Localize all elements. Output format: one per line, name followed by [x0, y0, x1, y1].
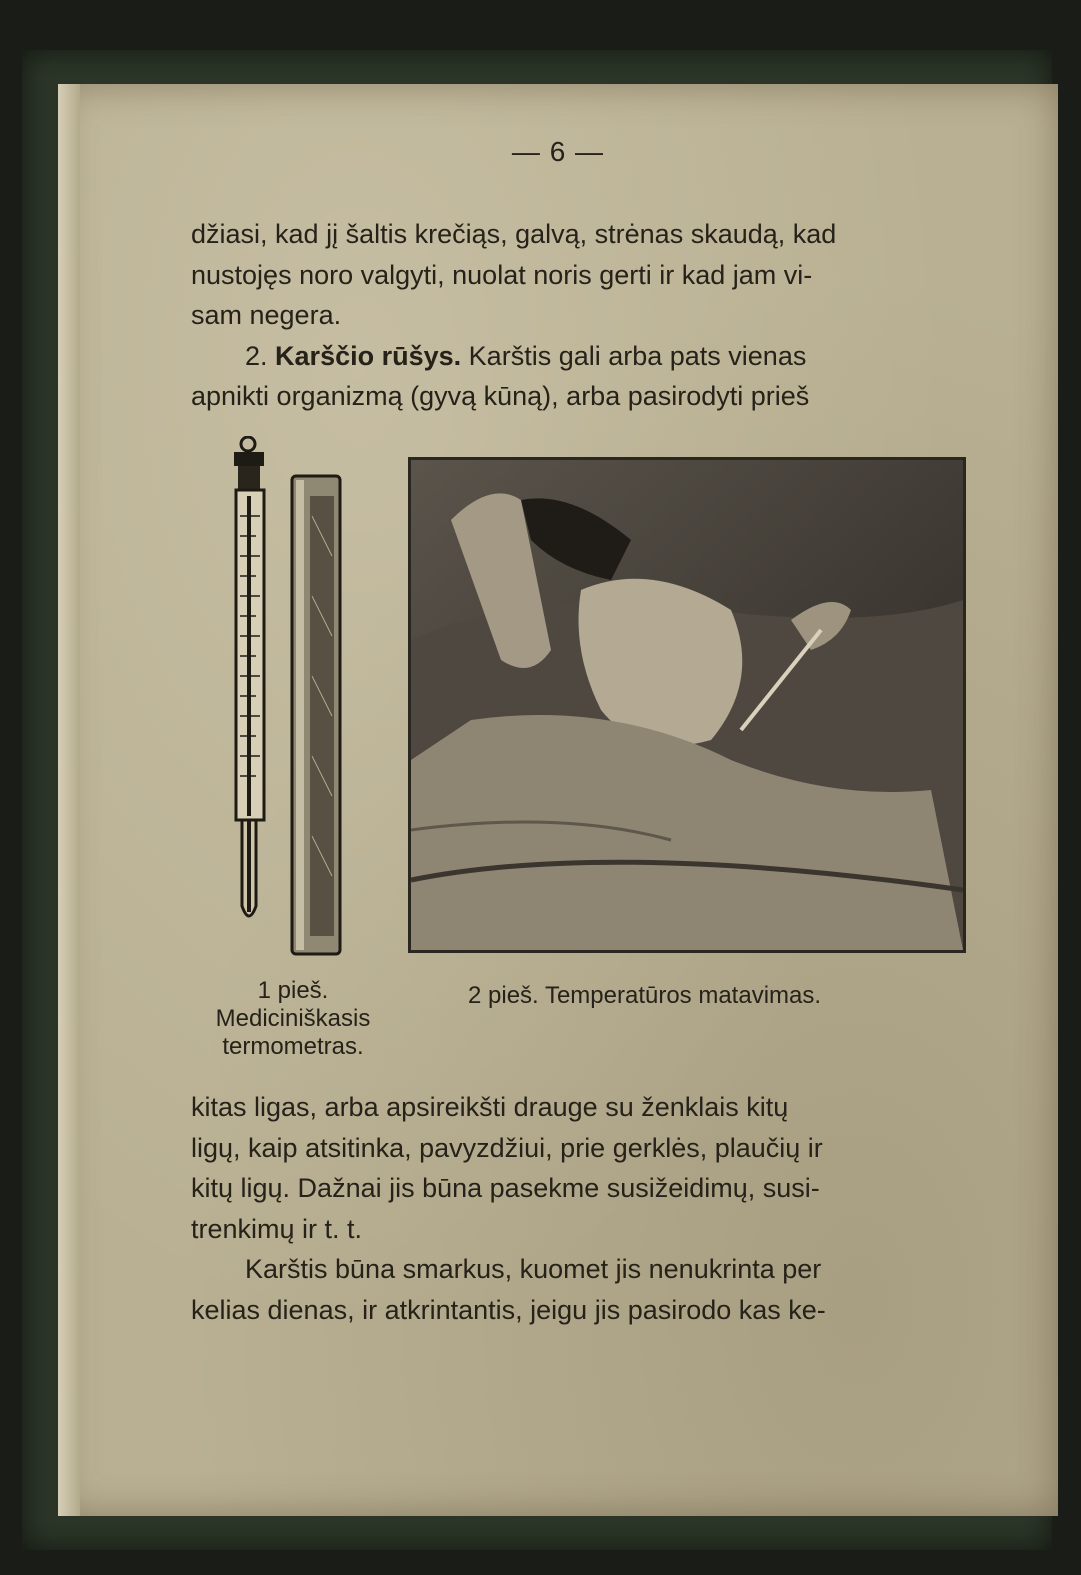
figure-1-caption-line: termometras.: [222, 1033, 364, 1060]
figure-1-caption: [188, 977, 398, 1061]
text-line: trenkimų ir t. t.: [191, 1213, 363, 1244]
text-line: kitų ligų. Dažnai jis būna pasekme susižeidimų, susi-: [191, 1173, 820, 1203]
text-line: kelias dienas, ir atkrintantis, jeigu jis pasirodo kas ke-: [191, 1294, 826, 1325]
section-heading-line: [191, 336, 999, 377]
page-edge: [58, 84, 80, 1516]
section-number: 2.: [245, 340, 268, 371]
thermometer-illustration: [226, 436, 346, 956]
text-line: nustojęs noro valgyti, nuolat noris gerti ir kad jam vi-: [191, 259, 813, 290]
page-number: — 6 —: [511, 136, 605, 167]
figure-1-caption-line: Mediciniškasis: [215, 1005, 371, 1032]
book-page: [58, 84, 1058, 1516]
text-line: sam negera.: [191, 300, 342, 330]
figure-2-caption: 2 pieš. Temperatūros matavimas.: [468, 982, 822, 1009]
temperature-measuring-photo: [408, 457, 966, 953]
text-line: kitas ligas, arba apsireikšti drauge su ženklais kitų: [191, 1092, 789, 1122]
text-line: ligų, kaip atsitinka, pavyzdžiui, prie gerklės, plaučių ir: [191, 1132, 823, 1163]
photo-scene: [411, 460, 963, 950]
section-heading: Karščio rūšys.: [275, 340, 462, 371]
paragraph-top: [191, 214, 999, 417]
figure-1-caption-number: 1 pieš.: [257, 977, 329, 1004]
paragraph-bottom: [191, 1087, 999, 1330]
text-line: džiasi, kad jį šaltis krečiąs, galvą, strėnas skaudą, kad: [191, 219, 837, 249]
section-text: Karštis gali arba pats vienas: [468, 340, 807, 371]
text-line: Karštis būna smarkus, kuomet jis nenukrinta per: [245, 1254, 822, 1284]
text-line: apnikti organizmą (gyvą kūną), arba pasirodyti prieš: [191, 381, 810, 411]
